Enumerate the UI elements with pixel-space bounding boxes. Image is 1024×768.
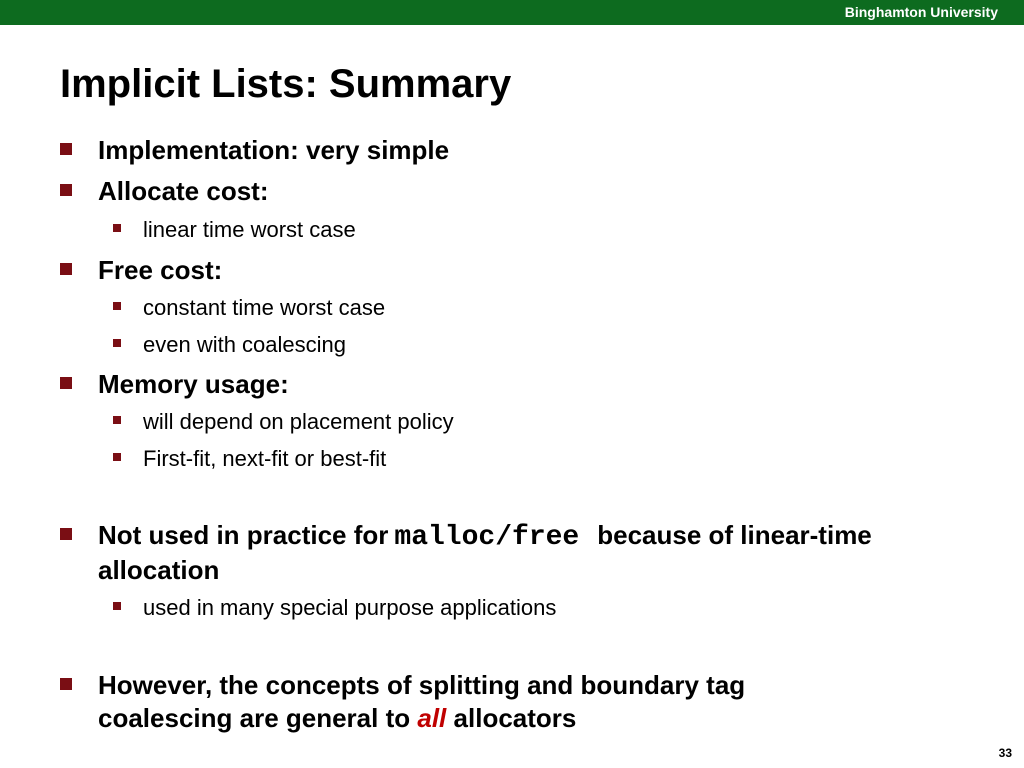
bullet-memory-usage [60,368,950,401]
code-text: malloc/free [394,522,580,553]
bullet-text-after: allocators [453,703,577,733]
sub-bullet [113,294,963,322]
sub-bullet-marker-icon [113,224,121,232]
sub-bullet-marker-icon [113,302,121,310]
bullet-text: Free cost: [98,255,223,285]
sub-bullet [113,331,963,359]
bullet-marker-icon [60,143,72,155]
sub-bullet-text: even with coalescing [143,332,347,357]
sub-bullet-text: First-fit, next-fit or best-fit [143,446,387,471]
bullet-marker-icon [60,184,72,196]
slide-title: Implicit Lists: Summary [60,62,512,106]
bullet-allocate-cost [60,175,950,208]
bullet-free-cost [60,254,950,287]
emphasis-text: all [417,703,447,733]
bullet-text [98,669,860,735]
bullet-text-before: However, the concepts of splitting and boundary tag coalescing are general to [98,670,746,733]
sub-bullet-text: used in many special purpose applications [143,595,557,620]
sub-bullet [113,594,963,622]
sub-bullet-text: will depend on placement policy [143,409,454,434]
bullet-text-before: Not used in practice for [98,520,389,550]
sub-bullet-text: constant time worst case [143,295,386,320]
bullet-implementation [60,134,950,167]
bullet-not-used-in-practice [60,519,950,587]
page-number: 33 [998,746,1012,760]
bullet-text: Memory usage: [98,369,289,399]
organization-name: Binghamton University [844,4,998,20]
sub-bullet-marker-icon [113,416,121,424]
bullet-text: Allocate cost: [98,176,269,206]
sub-bullet-marker-icon [113,602,121,610]
bullet-text: Implementation: very simple [98,135,450,165]
sub-bullet [113,408,963,436]
bullet-marker-icon [60,528,72,540]
sub-bullet-text: linear time worst case [143,217,356,242]
sub-bullet [113,445,963,473]
bullet-text-after: because of linear-time allocation [98,520,872,585]
bullet-text [98,519,950,587]
sub-bullet-marker-icon [113,339,121,347]
bullet-marker-icon [60,678,72,690]
sub-bullet-marker-icon [113,453,121,461]
bullet-marker-icon [60,377,72,389]
sub-bullet [113,216,963,244]
bullet-marker-icon [60,263,72,275]
bullet-however [60,669,860,735]
